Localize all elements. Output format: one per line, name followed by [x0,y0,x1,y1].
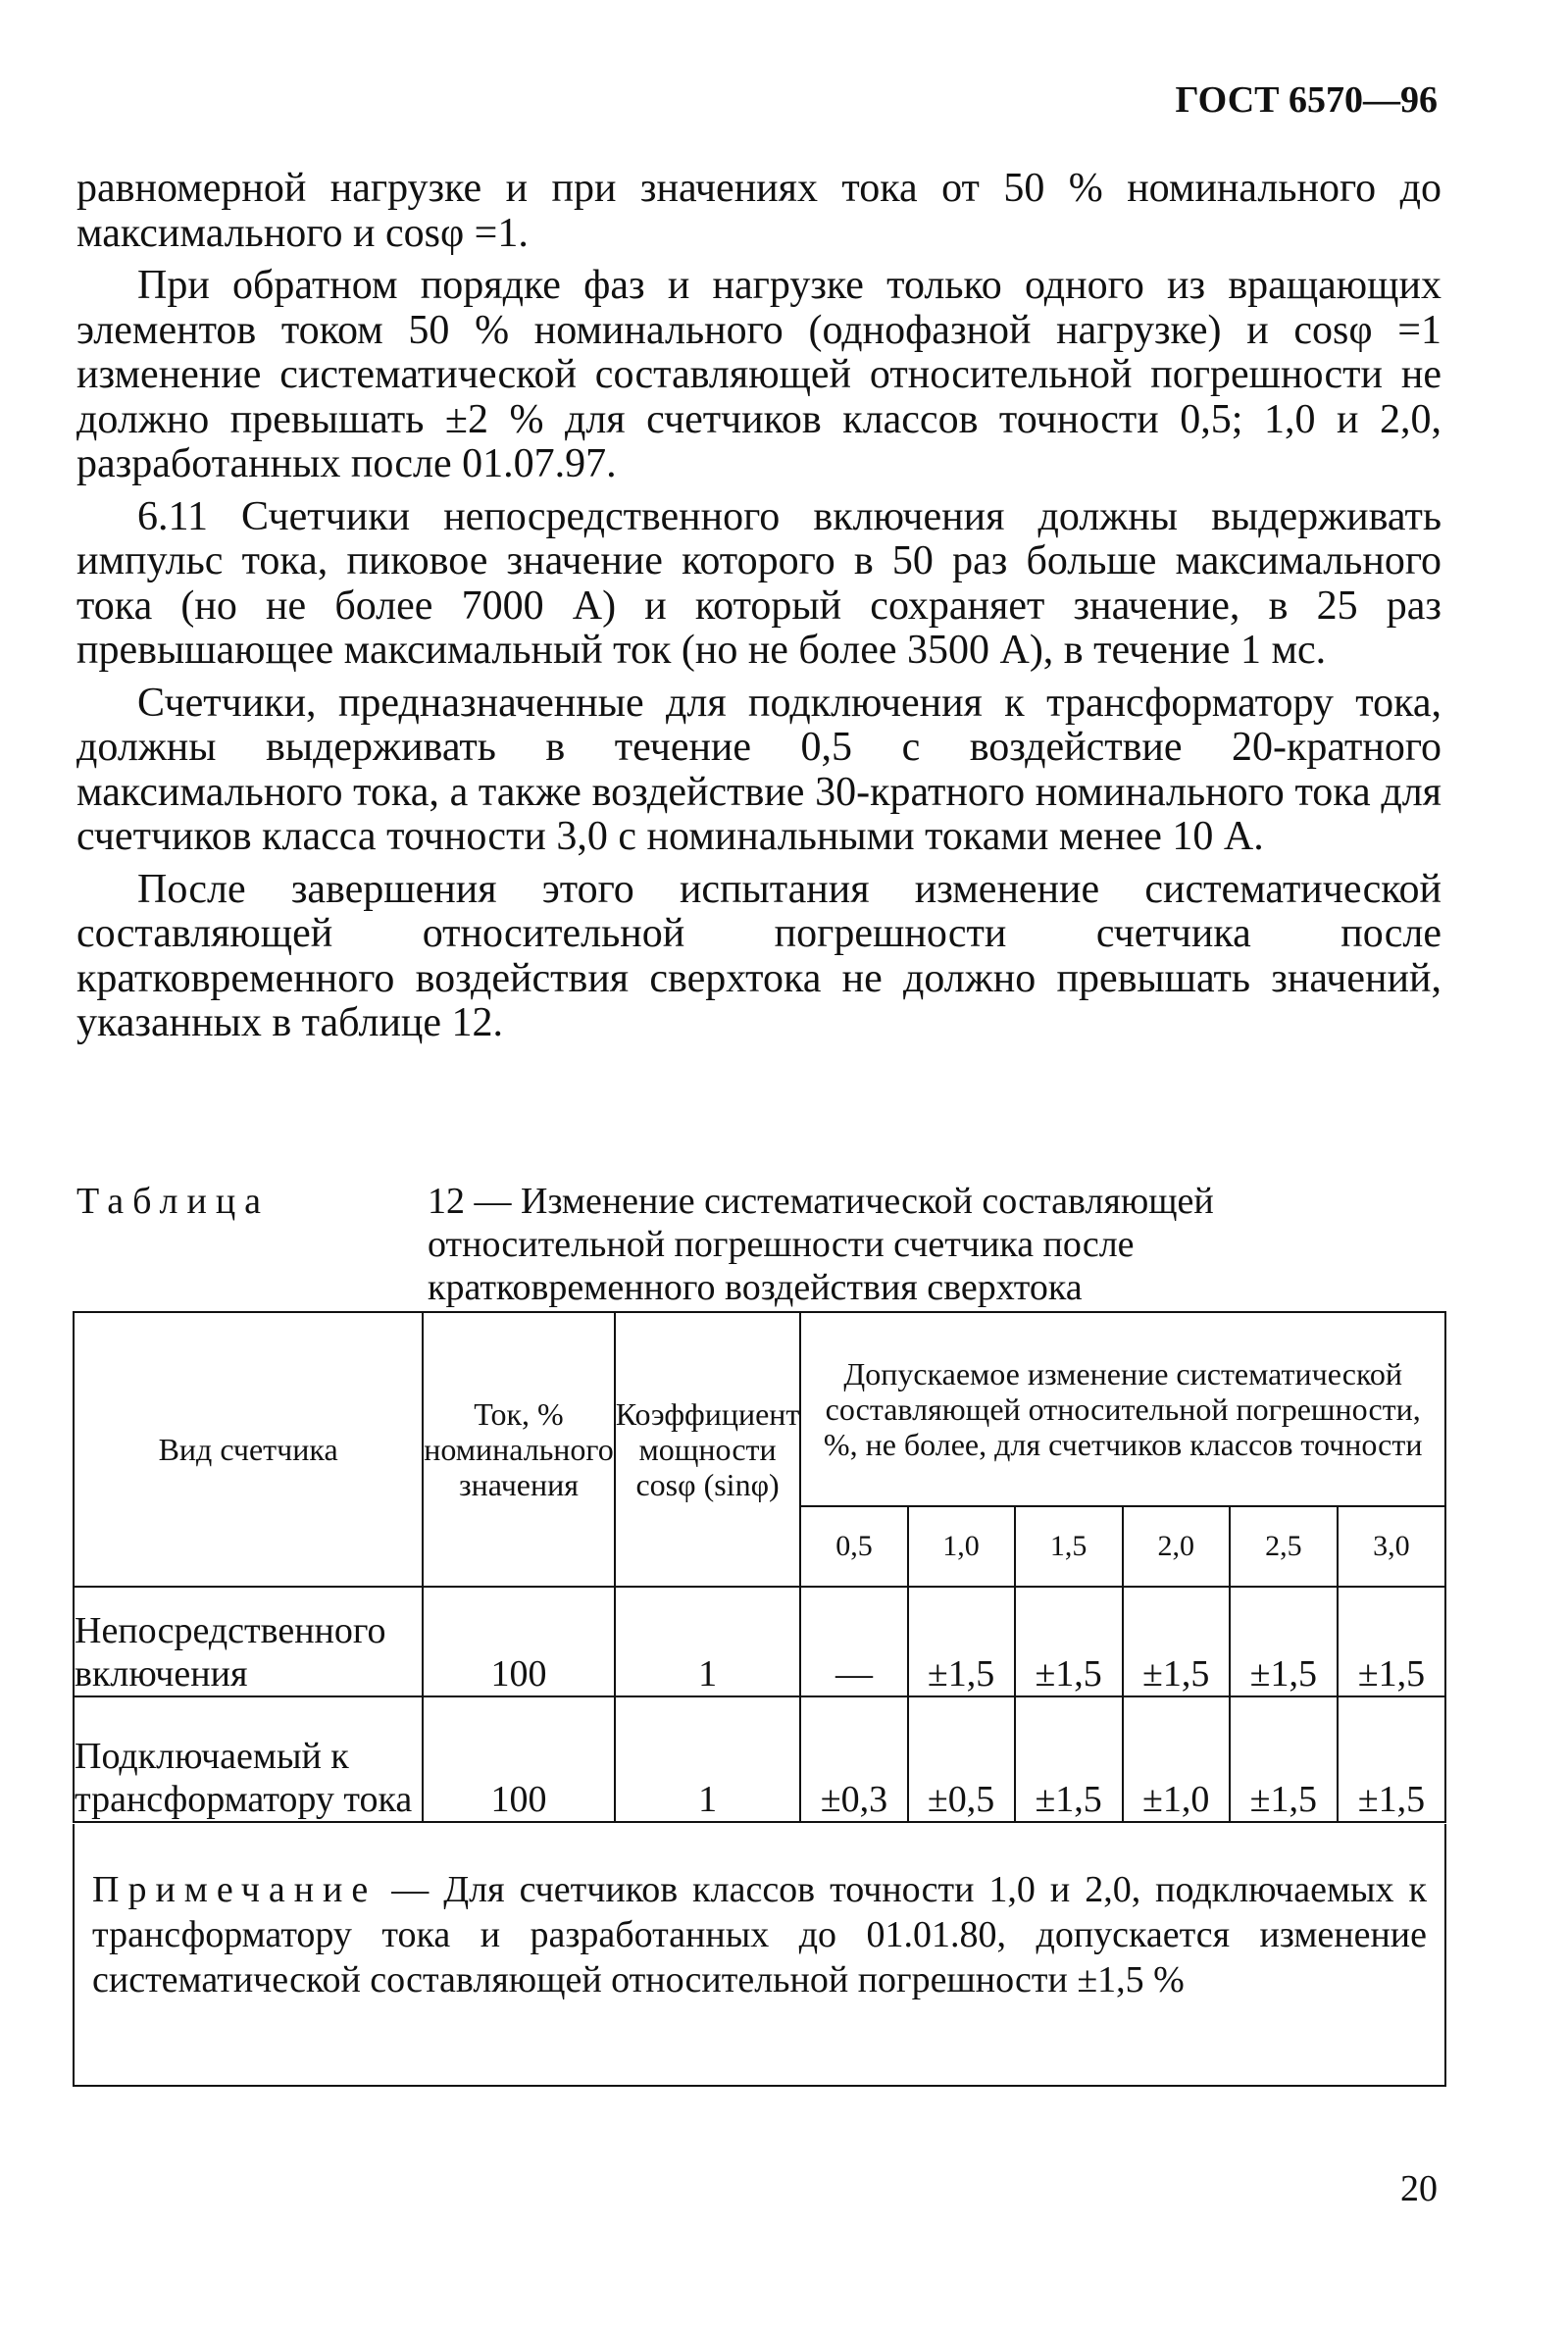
header-allowed-change: Допускаемое изменение систематической составляющей относительной погрешности, %, не более, для счетчиков классов точности [800,1312,1445,1506]
page-number: 20 [1400,2168,1438,2209]
value-cell: — [800,1587,907,1696]
value-cell: ±1,5 [1338,1696,1445,1822]
note-body: — Для счетчиков классов точности 1,0 и 2,0, подключаемых к трансформатору тока и разработанных до 01.01.80, допускается изменение систематической составляющей относительной погрешности ±1,5 % [92,1869,1427,2000]
table-row [74,1696,1445,1822]
value-cell: ±1,0 [1123,1696,1230,1822]
header-current: Ток, % номинального значения [423,1312,615,1587]
class-header: 2,0 [1123,1506,1230,1587]
note-text [92,1867,1427,2002]
value-cell: ±0,5 [908,1696,1015,1822]
paragraph: После завершения этого испытания изменение систематической составляющей относительной погрешности счетчика после кратковременного воздействия сверхтока не должно превышать значений, указанных в таблице 12. [76,866,1442,1045]
table-title: 12 — Изменение систематической составляющей относительной погрешности счетчика после кратковременного воздействия сверхтока [428,1181,1214,1308]
paragraph: При обратном порядке фаз и нагрузке только одного из вращающих элементов током 50 % номинального (однофазной нагрузке) и cosφ =1 изменение систематической составляющей относительной погрешности не должно превышать ±2 % для счетчиков классов точности 0,5; 1,0 и 2,0, разработанных после 01.07.97. [76,263,1442,486]
value-cell: ±0,3 [800,1696,907,1822]
table-note [73,1824,1446,2087]
note-label: Примечание [92,1869,378,1910]
meter-type-cell: Непосредственного включения [74,1587,423,1696]
table-row [74,1587,1445,1696]
value-cell: ±1,5 [1015,1696,1123,1822]
table-label: Таблица [76,1181,271,1222]
value-cell: ±1,5 [908,1587,1015,1696]
paragraph: равномерной нагрузке и при значениях тока от 50 % номинального до максимального и cosφ =1. [76,166,1442,256]
value-cell: ±1,5 [1338,1587,1445,1696]
class-header: 2,5 [1230,1506,1338,1587]
value-cell: ±1,5 [1015,1587,1123,1696]
class-header: 1,5 [1015,1506,1123,1587]
body-text [76,167,1442,1054]
class-header: 0,5 [800,1506,907,1587]
value-cell: ±1,5 [1123,1587,1230,1696]
paragraph: 6.11 Счетчики непосредственного включения должны выдерживать импульс тока, пиковое значение которого в 50 раз больше максимального тока (но не более 7000 А) и который сохраняет значение, в 25 раз превышающее максимальный ток (но не более 3500 А), в течение 1 мс. [76,493,1442,673]
current-cell: 100 [423,1696,615,1822]
overcurrent-table [73,1311,1446,1823]
current-cell: 100 [423,1587,615,1696]
paragraph: Счетчики, предназначенные для подключения к трансформатору тока, должны выдерживать в течение 0,5 с воздействие 20-кратного максимального тока, а также воздействие 30-кратного номинального тока для счетчиков класса точности 3,0 с номинальными токами менее 10 А. [76,680,1442,859]
class-header: 3,0 [1338,1506,1445,1587]
power-factor-cell: 1 [615,1587,801,1696]
header-power-factor: Коэффициент мощности cosφ (sinφ) [615,1312,801,1587]
header-meter-type: Вид счетчика [74,1312,423,1587]
standard-code: ГОСТ 6570—96 [1175,79,1438,121]
meter-type-cell: Подключаемый к трансформатору тока [74,1696,423,1822]
class-header: 1,0 [908,1506,1015,1587]
value-cell: ±1,5 [1230,1587,1338,1696]
table-caption [76,1180,1449,1308]
power-factor-cell: 1 [615,1696,801,1822]
value-cell: ±1,5 [1230,1696,1338,1822]
